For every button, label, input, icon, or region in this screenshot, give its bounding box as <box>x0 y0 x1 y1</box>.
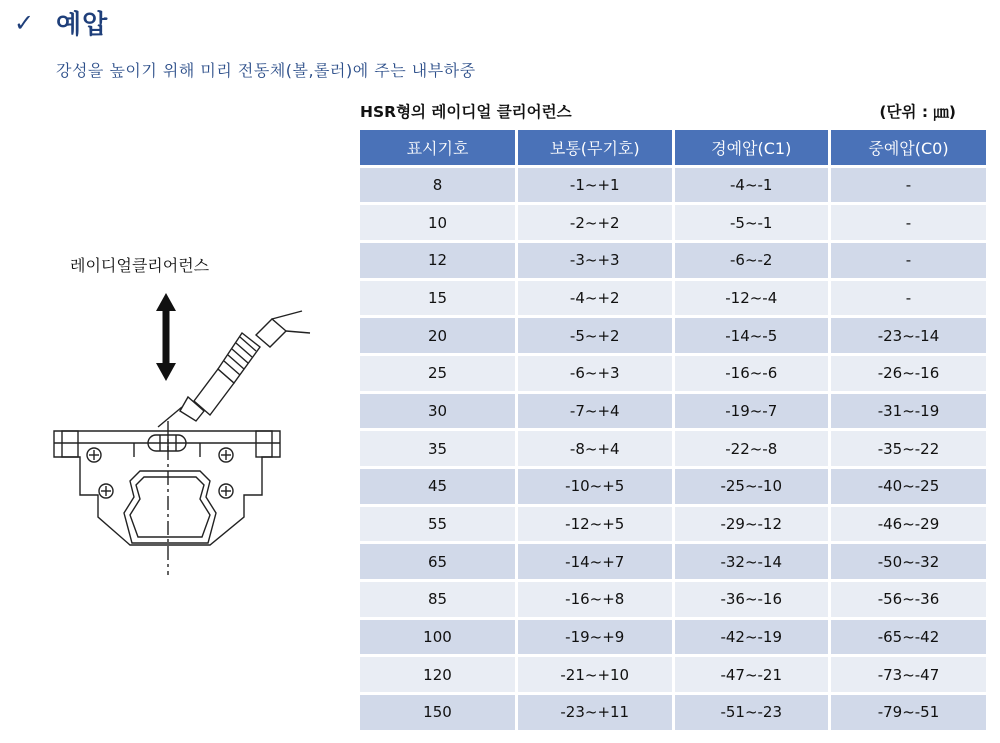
section-title: 예압 <box>56 10 109 40</box>
table-row <box>360 354 986 392</box>
table-cell: -1~+1 <box>517 166 674 204</box>
table-cell: -14~+7 <box>517 543 674 581</box>
checkmark-icon: ✓ <box>14 8 35 37</box>
table-cell: - <box>830 204 987 242</box>
table-row <box>360 468 986 506</box>
table-row <box>360 694 986 732</box>
column-header: 중예압(C0) <box>830 130 987 166</box>
table-cell: -23~-14 <box>830 317 987 355</box>
table-row <box>360 505 986 543</box>
table-cell: -36~-16 <box>673 581 830 619</box>
table-cell: -19~-7 <box>673 392 830 430</box>
table-cell: -32~-14 <box>673 543 830 581</box>
table-cell: -23~+11 <box>517 694 674 732</box>
table-cell: 8 <box>360 166 517 204</box>
table-cell: -29~-12 <box>673 505 830 543</box>
table-cell: 15 <box>360 279 517 317</box>
table-caption: HSR형의 레이디얼 클리어런스 <box>360 103 572 121</box>
table-cell: -19~+9 <box>517 618 674 656</box>
column-header: 경예압(C1) <box>673 130 830 166</box>
radial-clearance-table <box>360 130 986 733</box>
table-cell: -4~+2 <box>517 279 674 317</box>
column-header: 표시기호 <box>360 130 517 166</box>
table-cell: -12~-4 <box>673 279 830 317</box>
table-cell: -5~+2 <box>517 317 674 355</box>
table-cell: -50~-32 <box>830 543 987 581</box>
slider-block-icon <box>54 421 280 575</box>
table-cell: -14~-5 <box>673 317 830 355</box>
table-cell: -4~-1 <box>673 166 830 204</box>
section-header <box>14 4 108 41</box>
table-row <box>360 241 986 279</box>
table-cell: -16~-6 <box>673 354 830 392</box>
column-header: 보통(무기호) <box>517 130 674 166</box>
table-cell: -79~-51 <box>830 694 987 732</box>
table-row <box>360 656 986 694</box>
table-row <box>360 392 986 430</box>
table-cell: -22~-8 <box>673 430 830 468</box>
table-cell: 10 <box>360 204 517 242</box>
table-cell: 85 <box>360 581 517 619</box>
table-cell: 120 <box>360 656 517 694</box>
table-cell: -42~-19 <box>673 618 830 656</box>
table-header-row <box>360 130 986 166</box>
table-cell: -10~+5 <box>517 468 674 506</box>
table-cell: -47~-21 <box>673 656 830 694</box>
table-cell: -46~-29 <box>830 505 987 543</box>
table-cell: -3~+3 <box>517 241 674 279</box>
table-row <box>360 317 986 355</box>
linear-guide-block-diagram <box>40 285 330 575</box>
table-caption-row <box>360 100 986 128</box>
table-row <box>360 166 986 204</box>
table-cell: -16~+8 <box>517 581 674 619</box>
table-cell: -51~-23 <box>673 694 830 732</box>
table-cell: -6~+3 <box>517 354 674 392</box>
dial-gauge-icon <box>158 311 310 427</box>
table-cell: -65~-42 <box>830 618 987 656</box>
table-unit: (단위 : ㎛) <box>879 103 956 121</box>
table-row <box>360 204 986 242</box>
table-cell: -2~+2 <box>517 204 674 242</box>
table-cell: -8~+4 <box>517 430 674 468</box>
table-cell: -40~-25 <box>830 468 987 506</box>
table-cell: -21~+10 <box>517 656 674 694</box>
table-cell: 150 <box>360 694 517 732</box>
table-cell: -35~-22 <box>830 430 987 468</box>
table-cell: -5~-1 <box>673 204 830 242</box>
table-cell: -12~+5 <box>517 505 674 543</box>
table-cell: 30 <box>360 392 517 430</box>
section-description: 강성을 높이기 위해 미리 전동체(볼,롤러)에 주는 내부하중 <box>56 61 476 80</box>
table-cell: -7~+4 <box>517 392 674 430</box>
table-row <box>360 581 986 619</box>
table-cell: -25~-10 <box>673 468 830 506</box>
table-cell: 100 <box>360 618 517 656</box>
table-row <box>360 279 986 317</box>
table-cell: 12 <box>360 241 517 279</box>
table-row <box>360 618 986 656</box>
table-cell: 65 <box>360 543 517 581</box>
table-cell: 55 <box>360 505 517 543</box>
table-cell: - <box>830 166 987 204</box>
vertical-double-arrow-icon <box>156 293 176 381</box>
table-cell: -26~-16 <box>830 354 987 392</box>
table-cell: 45 <box>360 468 517 506</box>
table-cell: -56~-36 <box>830 581 987 619</box>
table-cell: -31~-19 <box>830 392 987 430</box>
table-row <box>360 543 986 581</box>
table-cell: 25 <box>360 354 517 392</box>
table-cell: - <box>830 279 987 317</box>
table-row <box>360 430 986 468</box>
table-cell: - <box>830 241 987 279</box>
table-cell: 35 <box>360 430 517 468</box>
table-cell: -73~-47 <box>830 656 987 694</box>
table-cell: -6~-2 <box>673 241 830 279</box>
table-body <box>360 166 986 731</box>
diagram-label: 레이디얼클리어런스 <box>70 256 210 275</box>
table-cell: 20 <box>360 317 517 355</box>
